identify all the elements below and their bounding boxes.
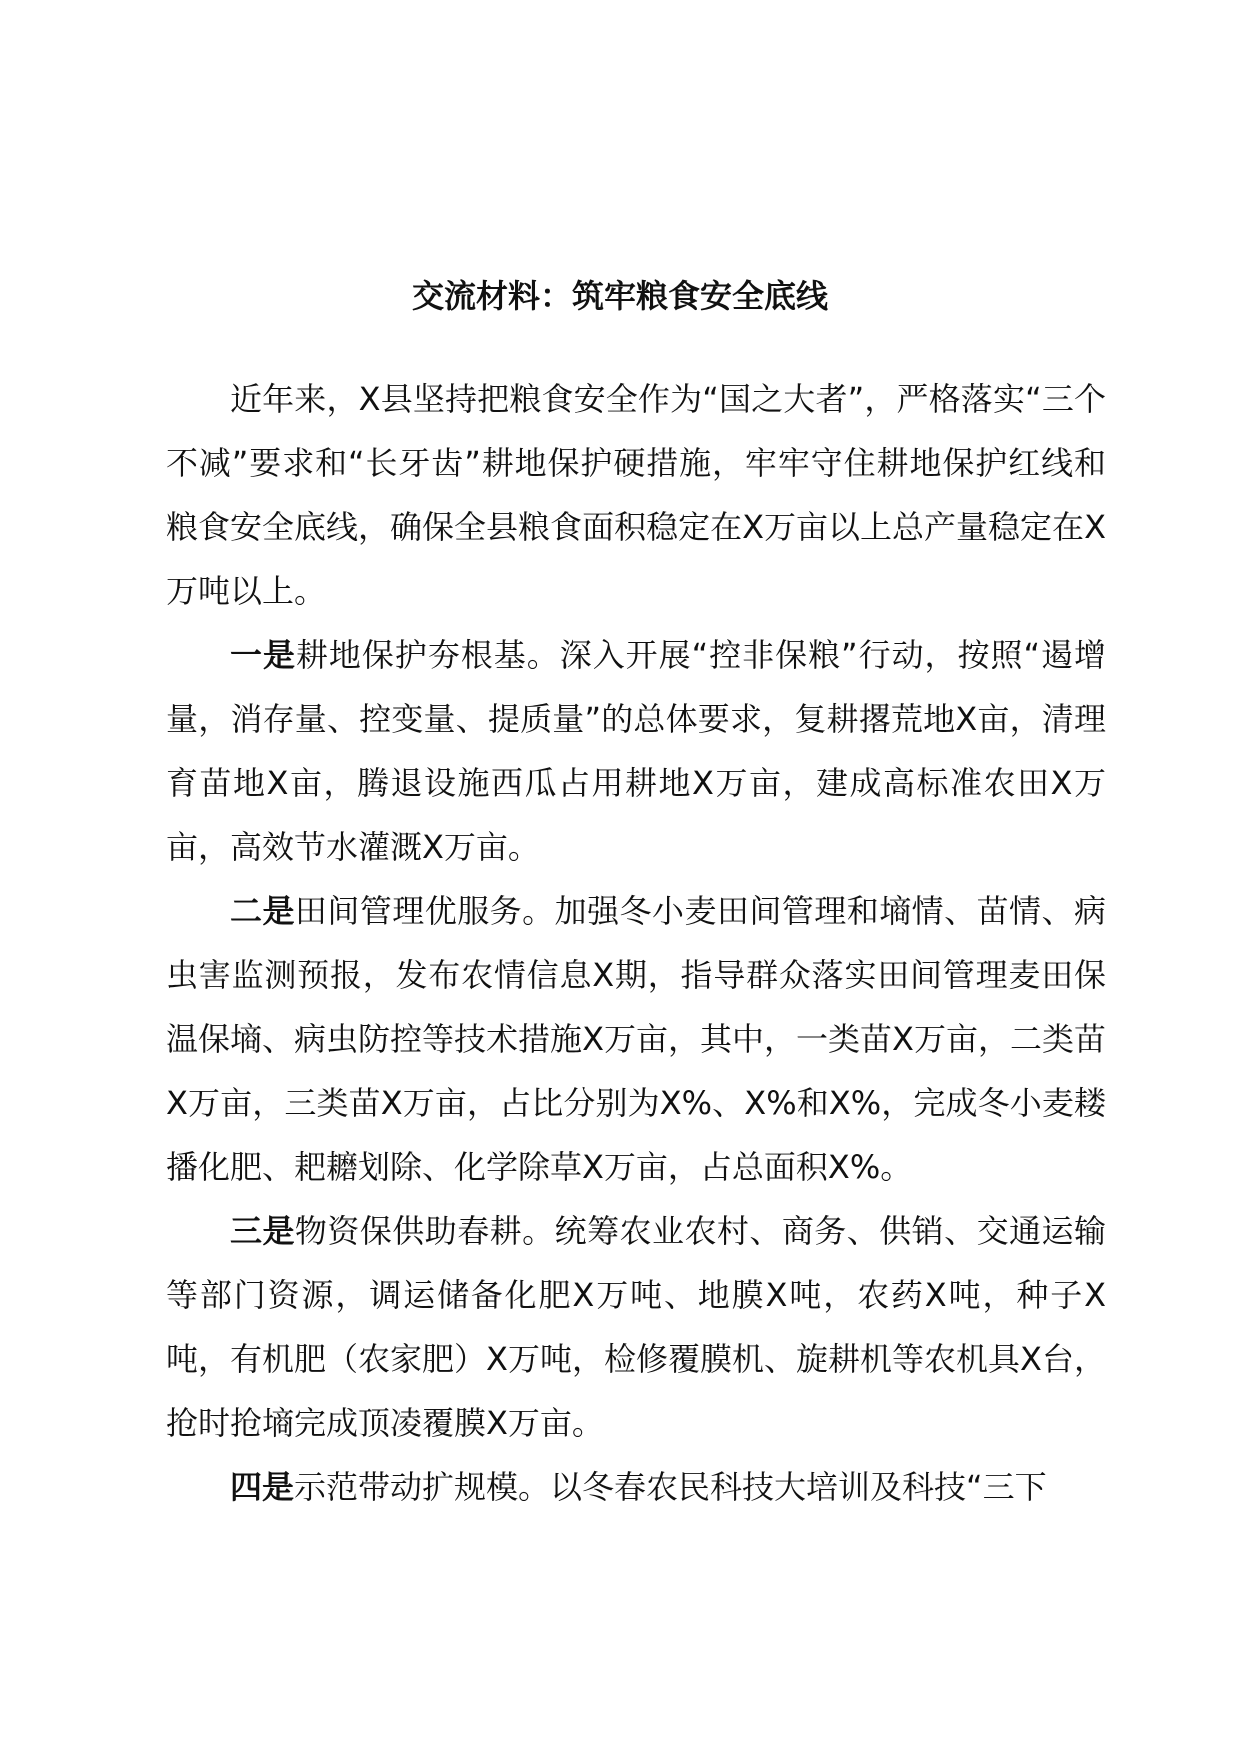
document-title: 交流材料：筑牢粮食安全底线 xyxy=(411,277,828,315)
paragraph-lead: 二是 xyxy=(230,892,295,930)
paragraph-field-management xyxy=(166,879,1106,1199)
paragraph-text: 近年来，X县坚持把粮食安全作为“国之大者”，严格落实“三个不减”要求和“长牙齿”耕地保护硬措施，牢牢守住耕地保护红线和粮食安全底线，确保全县粮食面积稳定在X万亩以上总产量稳定在X万吨以上。 xyxy=(166,380,1106,610)
paragraph-demonstration xyxy=(166,1455,1106,1519)
paragraph-lead: 三是 xyxy=(230,1212,295,1250)
paragraph-text: 物资保供助春耕。统筹农业农村、商务、供销、交通运输等部门资源，调运储备化肥X万吨、地膜X吨，农药X吨，种子X吨，有机肥（农家肥）X万吨，检修覆膜机、旋耕机等农机具X台，抢时抢墒完成顶凌覆膜X万亩。 xyxy=(166,1212,1106,1442)
paragraph-text: 耕地保护夯根基。深入开展“控非保粮”行动，按照“遏增量，消存量、控变量、提质量”的总体要求，复耕撂荒地X亩，清理育苗地X亩，腾退设施西瓜占用耕地X万亩，建成高标准农田X万亩，高效节水灌溉X万亩。 xyxy=(166,636,1106,866)
paragraph-text: 示范带动扩规模。以冬春农民科技大培训及科技“三下 xyxy=(294,1468,1047,1506)
paragraph-lead: 一是 xyxy=(230,636,296,674)
paragraph-text: 田间管理优服务。加强冬小麦田间管理和墒情、苗情、病虫害监测预报，发布农情信息X期，指导群众落实田间管理麦田保温保墒、病虫防控等技术措施X万亩，其中，一类苗X万亩，二类苗X万亩，三类苗X万亩，占比分别为X%、X%和X%，完成冬小麦耧播化肥、耙耱划除、化学除草X万亩，占总面积X%。 xyxy=(166,892,1106,1186)
paragraph-material-supply xyxy=(166,1199,1106,1455)
paragraph-intro xyxy=(166,367,1106,623)
paragraph-lead: 四是 xyxy=(230,1468,295,1506)
document-body xyxy=(166,367,1106,1519)
paragraph-farmland-protection xyxy=(166,623,1106,879)
